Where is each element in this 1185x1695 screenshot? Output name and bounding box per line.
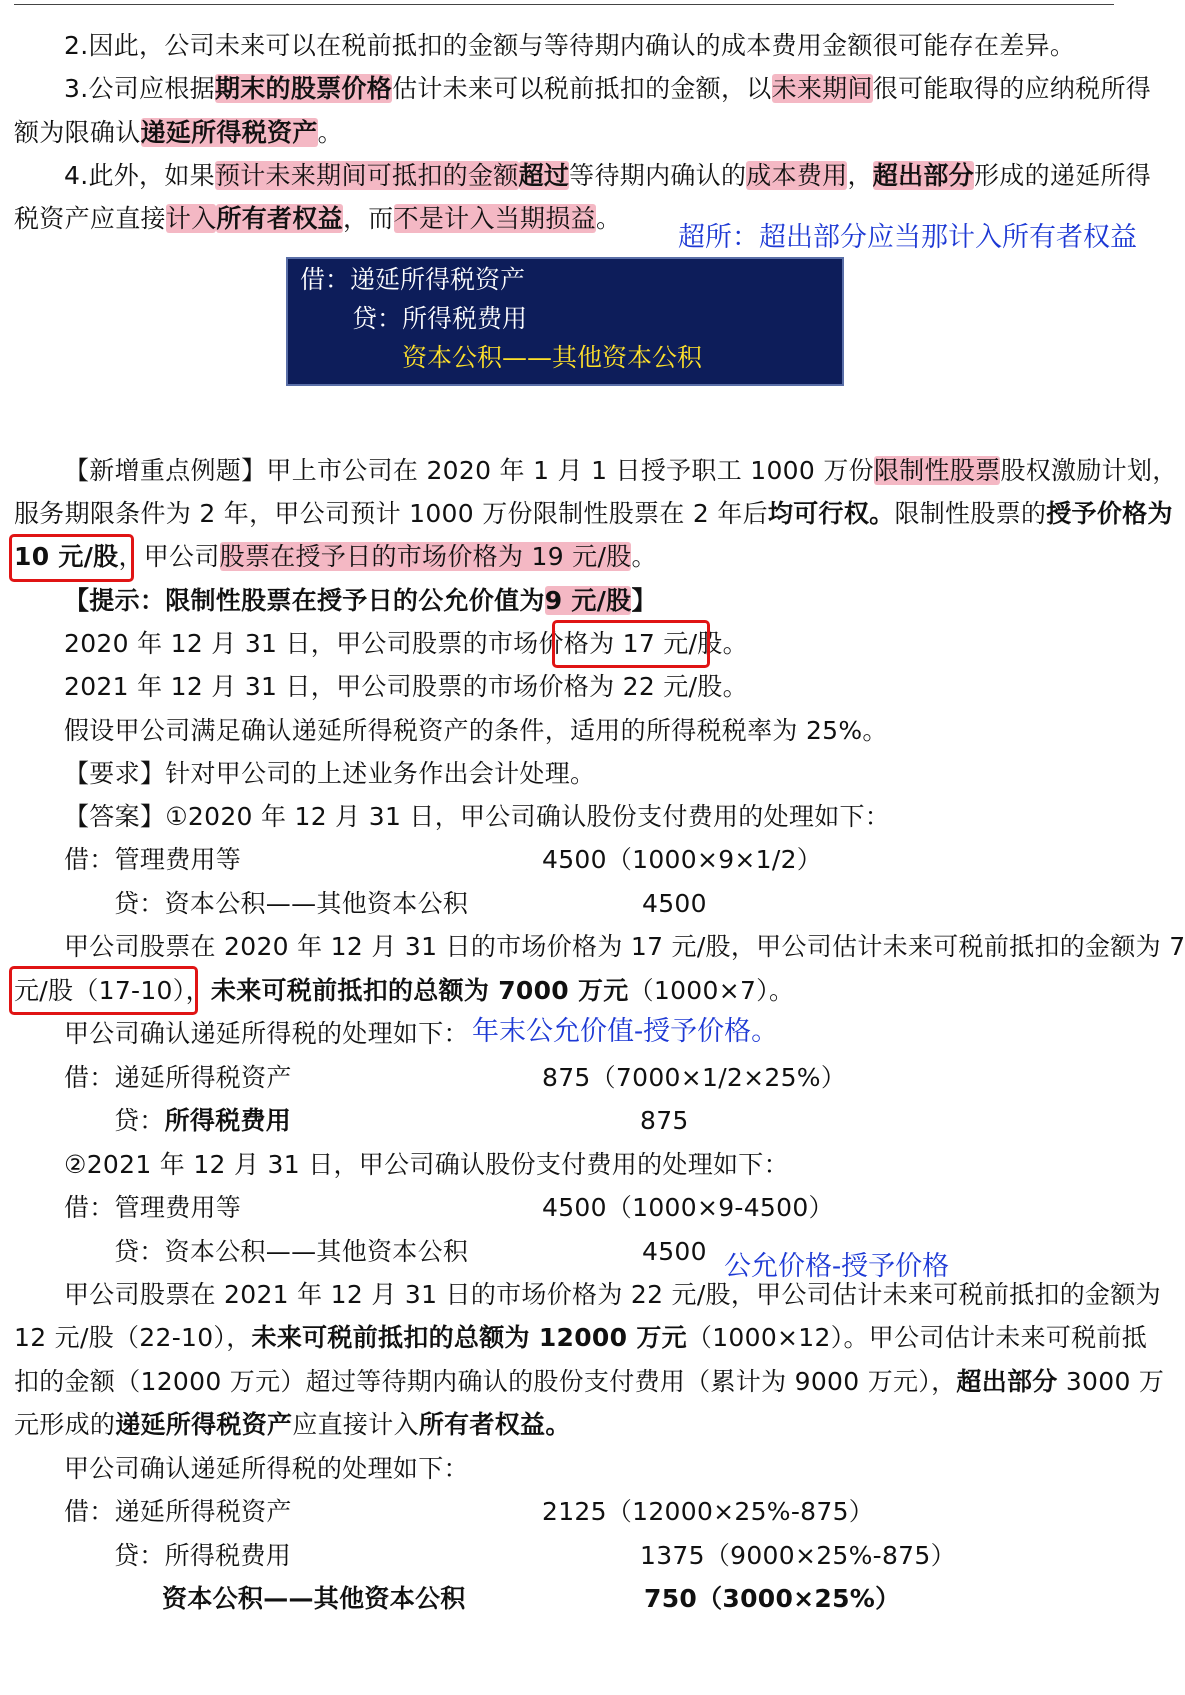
red-box-grant-price [9, 534, 134, 582]
example-line3: 10 元/股，甲公司股票在授予日的市场价格为 19 元/股。 [14, 542, 657, 571]
entry4-credit-2-amount: 750（3000×25%） [644, 1584, 901, 1613]
entry4-debit: 借：递延所得税资产 [64, 1497, 292, 1526]
entry4-credit-1-amount: 1375（9000×25%-875） [640, 1541, 956, 1570]
journal-credit-2: 资本公积——其他资本公积 [402, 343, 703, 372]
para-2021-line4: 元形成的递延所得税资产应直接计入所有者权益。 [14, 1410, 571, 1439]
price-2020: 2020 年 12 月 31 日，甲公司股票的市场价格为 17 元/股。 [64, 629, 748, 658]
paragraph-4-line1: 4.此外，如果预计未来期间可抵扣的金额超过等待期内确认的成本费用，超出部分形成的递延所得 [64, 161, 1152, 190]
highlight-deductible-amount: 预计未来期间可抵扣的金额 [214, 161, 519, 190]
requirement: 【要求】针对甲公司的上述业务作出会计处理。 [64, 759, 596, 788]
price-2021: 2021 年 12 月 31 日，甲公司股票的市场价格为 22 元/股。 [64, 672, 748, 701]
top-rule [14, 4, 1114, 5]
paragraph-3-line2: 额为限确认递延所得税资产。 [14, 118, 343, 147]
paragraph-4-line2: 税资产应直接计入所有者权益，而不是计入当期损益。 [14, 204, 622, 233]
red-box-17-per-share [552, 620, 710, 668]
entry4-credit-2: 资本公积——其他资本公积 [162, 1584, 466, 1613]
para-2021-line3: 扣的金额（12000 万元）超过等待期内确认的股份支付费用（累计为 9000 万元），超出部分 3000 万 [14, 1367, 1165, 1396]
example-line1: 【新增重点例题】甲上市公司在 2020 年 1 月 1 日授予职工 1000 万份限制性股票股权激励计划， [64, 456, 1178, 485]
answer-1: 【答案】①2020 年 12 月 31 日，甲公司确认股份支付费用的处理如下： [64, 802, 891, 831]
para-2021-line1: 甲公司股票在 2021 年 12 月 31 日的市场价格为 22 元/股，甲公司估计未来可税前抵扣的金额为 [64, 1280, 1161, 1309]
entry2-credit: 贷：所得税费用 [114, 1106, 292, 1135]
para-2020-line2: 元/股（17-10），未来可税前抵扣的总额为 7000 万元（1000×7）。 [14, 976, 795, 1005]
journal-credit-1: 贷：所得税费用 [352, 304, 528, 333]
entry3-debit-amount: 4500（1000×9-4500） [542, 1193, 834, 1222]
handwritten-note-fair-value: 年末公允价值-授予价格。 [472, 1016, 779, 1047]
handwritten-note-price-diff: 公允价格-授予价格 [724, 1251, 950, 1282]
entry1-credit: 贷：资本公积——其他资本公积 [114, 889, 469, 918]
para-2020-line1: 甲公司股票在 2020 年 12 月 31 日的市场价格为 17 元/股，甲公司估计未来可税前抵扣的金额为 7 [64, 932, 1185, 961]
red-box-7-per-share [9, 966, 198, 1015]
highlight-exceeds: 超过 [518, 161, 570, 190]
entry1-debit-amount: 4500（1000×9×1/2） [542, 845, 823, 874]
recognize-deferred-tax-2: 甲公司确认递延所得税的处理如下： [64, 1454, 469, 1483]
entry1-credit-amount: 4500 [642, 889, 707, 918]
highlight-excess-part: 超出部分 [872, 161, 974, 190]
example-line2: 服务期限条件为 2 年，甲公司预计 1000 万份限制性股票在 2 年后均可行权。限制性股票的授予价格为 [14, 499, 1173, 528]
paragraph-3-line1: 3.公司应根据期末的股票价格估计未来可以税前抵扣的金额，以未来期间很可能取得的应纳税所得 [64, 74, 1152, 103]
highlight-deferred-tax-asset: 递延所得税资产 [140, 118, 318, 147]
highlight-cost-expense: 成本费用 [746, 161, 848, 190]
handwritten-note-excess: 超所：超出部分应当那计入所有者权益 [678, 222, 1137, 253]
journal-entry-box [286, 257, 844, 386]
entry4-debit-amount: 2125（12000×25%-875） [542, 1497, 875, 1526]
hint-line: 【提示：限制性股票在授予日的公允价值为9 元/股】 [64, 586, 657, 615]
entry4-credit-1: 贷：所得税费用 [114, 1541, 292, 1570]
highlight-not-profit-loss: 不是计入当期损益 [393, 204, 596, 233]
journal-debit: 借：递延所得税资产 [300, 265, 526, 294]
assumption: 假设甲公司满足确认递延所得税资产的条件，适用的所得税税率为 25%。 [64, 716, 888, 745]
highlight-grant-date-price: 股票在授予日的市场价格为 19 元/股 [219, 542, 632, 571]
answer-2: ②2021 年 12 月 31 日，甲公司确认股份支付费用的处理如下： [64, 1150, 789, 1179]
highlight-owners-equity: 所有者权益 [216, 204, 343, 233]
highlight-period-end-price: 期末的股票价格 [214, 74, 393, 103]
entry3-credit: 贷：资本公积——其他资本公积 [114, 1237, 469, 1266]
highlight-future-period: 未来期间 [771, 74, 873, 103]
entry1-debit: 借：管理费用等 [64, 845, 242, 874]
entry2-debit: 借：递延所得税资产 [64, 1063, 292, 1092]
paragraph-2: 2.因此，公司未来可以在税前抵扣的金额与等待期内确认的成本费用金额很可能存在差异。 [64, 31, 1076, 60]
highlight-fair-value: 9 元/股 [544, 586, 632, 615]
entry2-credit-amount: 875 [640, 1106, 689, 1135]
entry3-credit-amount: 4500 [642, 1237, 707, 1266]
highlight-restricted-stock: 限制性股票 [873, 456, 1001, 485]
recognize-deferred-tax-1: 甲公司确认递延所得税的处理如下： [64, 1019, 469, 1048]
entry3-debit: 借：管理费用等 [64, 1193, 242, 1222]
entry2-debit-amount: 875（7000×1/2×25%） [542, 1063, 847, 1092]
para-2021-line2: 12 元/股（22-10），未来可税前抵扣的总额为 12000 万元（1000×12）。甲公司估计未来可税前抵 [14, 1323, 1148, 1352]
